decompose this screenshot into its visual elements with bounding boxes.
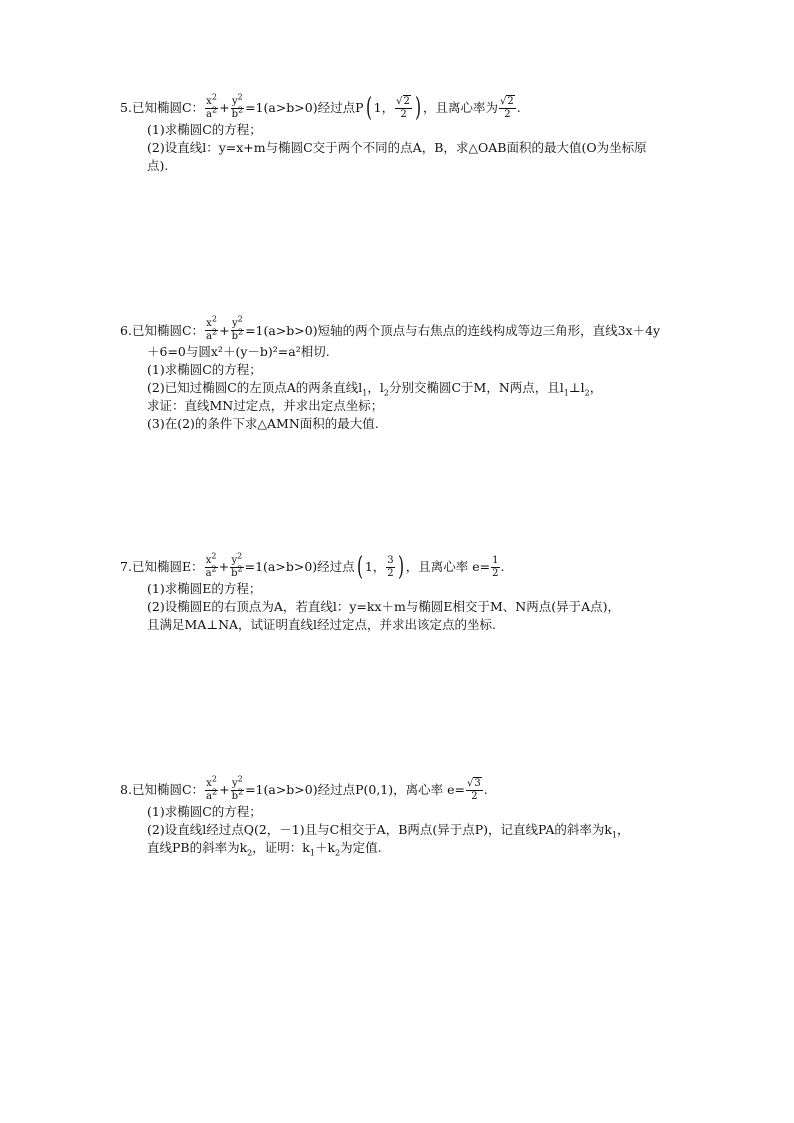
question-2-cont: 直线PB的斜率为$k_2$，证明：$k_1+k_2$为定值. <box>147 840 382 858</box>
problem-7 <box>120 551 710 634</box>
question-1: (1)求椭圆C的方程； <box>147 804 262 819</box>
problem-5 <box>120 92 710 175</box>
problem-stem: 8. 已知椭圆C： $\frac{x^2}{a^2}$ + $\frac{y^2}{b^2}$ =1(a>b>0)经过点P(0,1)，离心率 e= $\frac{√3}{2}$ . <box>120 774 488 802</box>
fraction-y2-b2: $\frac{y^2}{b^2}$ <box>231 551 243 579</box>
problem-number: 6. <box>120 322 132 338</box>
fraction-y2-b2: $\frac{y^2}{b^2}$ <box>231 92 244 120</box>
fraction-eccentricity: $\frac{√3}{2}$ <box>467 778 481 802</box>
question-1: (1)求椭圆E的方程； <box>147 581 262 596</box>
question-2: (2)已知过椭圆C的左顶点A的两条直线$l_1$，$l_2$分别交椭圆C于M，N两点，且$l_1\perp l_2$， <box>147 380 603 398</box>
fraction-eccentricity: $\frac{√2}{2}$ <box>500 96 514 120</box>
question-2-cont: 求证：直线MN过定点，并求出定点坐标； <box>147 398 384 413</box>
fraction-sqrt2-2: $\frac{√2}{2}$ <box>396 96 410 120</box>
fraction-x2-a2: $\frac{x^2}{a^2}$ <box>206 92 218 120</box>
fraction-y2-b2: $\frac{y^2}{b^2}$ <box>231 314 244 342</box>
fraction-x2-a2: $\frac{x^2}{a^2}$ <box>206 774 218 802</box>
problem-number: 7. <box>120 559 132 574</box>
problem-8 <box>120 774 710 858</box>
question-1: (1)求椭圆C的方程； <box>147 362 262 377</box>
question-2: (2)设直线l：y=x+m与椭圆C交于两个不同的点A，B，求△OAB面积的最大值(O为坐标原 <box>147 140 647 155</box>
question-1: (1)求椭圆C的方程； <box>147 122 262 137</box>
problem-number: 8. <box>120 782 132 797</box>
question-2-cont: 点). <box>147 158 169 173</box>
fraction-x2-a2: $\frac{x^2}{a^2}$ <box>206 314 218 342</box>
problem-stem: 7. 已知椭圆E： $\frac{x^2}{a^2}$ + $\frac{y^2}{b^2}$ =1(a>b>0)经过点 ( 1， $\frac{3}{2}$ ) ，且离心率 e= $\frac{1}{2}$ . <box>120 551 505 582</box>
fraction-3-2: $\frac{3}{2}$ <box>387 554 394 579</box>
problem-stem: 6. 已知椭圆C： $\frac{x^2}{a^2}$ + $\frac{y^2}{b^2}$ =1(a>b>0)短轴的两个顶点与右焦点的连线构成等边三角形，直线3x＋4y <box>120 314 661 342</box>
question-3: (3)在(2)的条件下求△AMN面积的最大值. <box>147 416 379 431</box>
stem-continuation: ＋6=0与圆x²＋(y－b)²=a²相切. <box>147 344 330 359</box>
fraction-x2-a2: $\frac{x^2}{a^2}$ <box>205 551 217 579</box>
question-2: (2)设椭圆E的右顶点为A，若直线l：y=kx＋m与椭圆E相交于M、N两点(异于A点)， <box>147 599 621 614</box>
fraction-y2-b2: $\frac{y^2}{b^2}$ <box>231 774 244 802</box>
question-2-cont: 且满足MA⊥NA，试证明直线l经过定点，并求出该定点的坐标. <box>147 617 497 632</box>
problem-6 <box>120 314 710 433</box>
problem-stem: 5. 已知椭圆C： $\frac{x^2}{a^2}$ + $\frac{y^2}{b^2}$ =1(a>b>0)经过点P ( 1， $\frac{√2}{2}$ ) ，且离心率为 $\frac{√2}{2}$ . <box>120 92 521 123</box>
fraction-eccentricity: $\frac{1}{2}$ <box>492 554 499 579</box>
question-2: (2)设直线l经过点Q(2，－1)且与C相交于A，B两点(异于点P)，记直线PA的斜率为$k_1$， <box>147 822 630 840</box>
problem-number: 5. <box>120 100 132 115</box>
